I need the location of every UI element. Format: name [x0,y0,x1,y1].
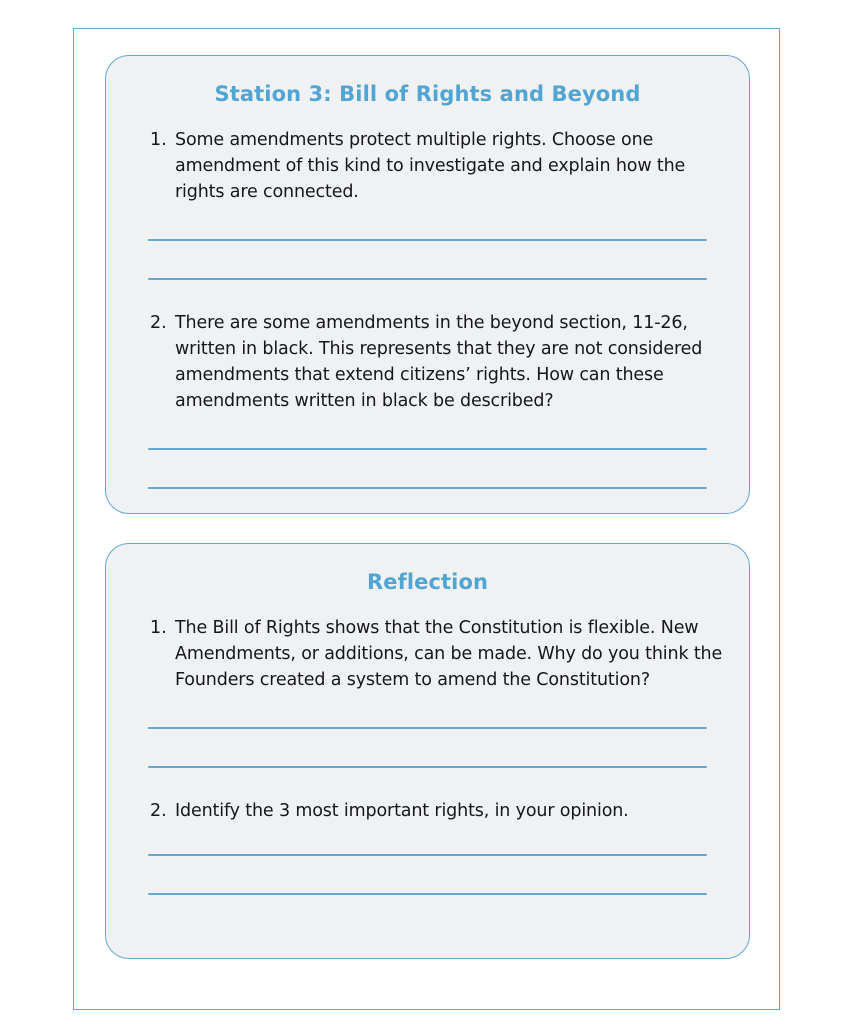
answer-lines-group [126,824,729,895]
answer-lines-group [126,414,729,489]
question-number: 1. [150,618,167,639]
question-item [126,798,729,824]
station-3-question-list [126,127,729,489]
spacer [126,768,729,798]
question-number: 1. [150,130,167,151]
answer-lines-group [126,205,729,280]
spacer [126,280,729,310]
reflection-card [105,543,750,959]
question-number: 2. [150,313,167,334]
question-text: The Bill of Rights shows that the Constitution is flexible. New Amendments, or additions, can be made. Why do you think the Founders created a system to amend the Constitution? [175,618,723,691]
question-item [126,310,729,414]
card-stack [105,55,750,988]
spacer [148,241,707,278]
station-3-title: Station 3: Bill of Rights and Beyond [214,82,641,106]
reflection-question-list [126,615,729,895]
spacer [148,824,707,854]
spacer [148,693,707,727]
question-text: Identify the 3 most important rights, in your opinion. [175,801,629,822]
reflection-title: Reflection [366,570,489,595]
question-item [126,127,729,205]
question-text: Some amendments protect multiple rights. Choose one amendment of this kind to investigate and explain how the rights are connected. [175,130,686,203]
spacer [148,205,707,239]
spacer [148,414,707,448]
answer-line[interactable] [148,893,707,895]
spacer [148,729,707,766]
question-number: 2. [150,801,167,822]
spacer [148,450,707,487]
answer-line[interactable] [148,487,707,489]
question-item [126,615,729,693]
answer-lines-group [126,693,729,768]
question-text: There are some amendments in the beyond section, 11-26, written in black. This represents that they are not considered amendments that extend citizens’ rights. How can these amendments written in black be described? [175,313,703,412]
station-3-card [105,55,750,514]
spacer [148,856,707,893]
